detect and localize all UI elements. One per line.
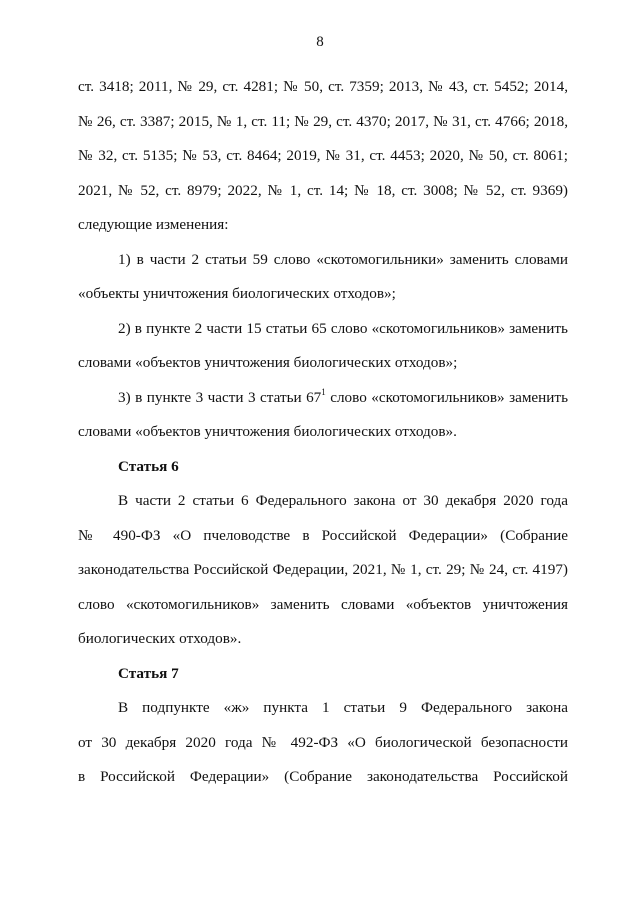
list-item-3 bbox=[78, 381, 568, 450]
page-number: 8 bbox=[316, 34, 324, 50]
text-line: словами «объектов уничтожения биологических отходов»; bbox=[78, 354, 458, 371]
article-6-heading: Статья 6 bbox=[118, 457, 179, 475]
document-body bbox=[78, 70, 568, 795]
article-7-paragraph bbox=[78, 691, 568, 795]
text-line: 2) в пункте 2 части 15 статьи 65 слово «скотомогильников» заменить bbox=[118, 319, 568, 337]
text-fragment: слово «скотомогильников» заменить bbox=[325, 388, 568, 406]
text-line: 2021, № 52, ст. 8979; 2022, № 1, ст. 14; № 18, ст. 3008; № 52, ст. 9369) bbox=[78, 181, 568, 199]
text-line: «объекты уничтожения биологических отходов»; bbox=[78, 285, 396, 302]
text-line: В части 2 статьи 6 Федерального закона от 30 декабря 2020 года bbox=[118, 492, 568, 509]
text-line: законодательства Российской Федерации, 2021, № 1, ст. 29; № 24, ст. 4197) bbox=[78, 561, 568, 578]
article-7-heading: Статья 7 bbox=[118, 664, 179, 682]
text-line: № 490-ФЗ «О пчеловодстве в Российской Федерации» (Собрание bbox=[78, 526, 568, 544]
text-line bbox=[78, 381, 568, 416]
text-line: № 26, ст. 3387; 2015, № 1, ст. 11; № 29, ст. 4370; 2017, № 31, ст. 4766; 2018, bbox=[78, 112, 568, 130]
text-line: словами «объектов уничтожения биологических отходов». bbox=[78, 423, 457, 440]
text-line: № 32, ст. 5135; № 53, ст. 8464; 2019, № 31, ст. 4453; 2020, № 50, ст. 8061; bbox=[78, 147, 568, 164]
text-line: следующие изменения: bbox=[78, 216, 229, 233]
text-line: 1) в части 2 статьи 59 слово «скотомогильники» заменить словами bbox=[118, 250, 568, 268]
text-line: ст. 3418; 2011, № 29, ст. 4281; № 50, ст. 7359; 2013, № 43, ст. 5452; 2014, bbox=[78, 78, 568, 95]
text-line: от 30 декабря 2020 года № 492-ФЗ «О биологической безопасности bbox=[78, 733, 568, 751]
intro-paragraph bbox=[78, 70, 568, 243]
text-line: слово «скотомогильников» заменить словами «объектов уничтожения bbox=[78, 595, 568, 613]
text-line: биологических отходов». bbox=[78, 630, 242, 647]
article-6-paragraph bbox=[78, 484, 568, 657]
list-item-2 bbox=[78, 312, 568, 381]
text-line: В подпункте «ж» пункта 1 статьи 9 Федерального закона bbox=[118, 699, 568, 716]
superscript: 1 bbox=[321, 386, 326, 397]
text-line: в Российской Федерации» (Собрание законодательства Российской bbox=[78, 768, 568, 785]
list-item-1 bbox=[78, 243, 568, 312]
text-fragment: 3) в пункте 3 части 3 статьи 67 bbox=[118, 388, 322, 406]
